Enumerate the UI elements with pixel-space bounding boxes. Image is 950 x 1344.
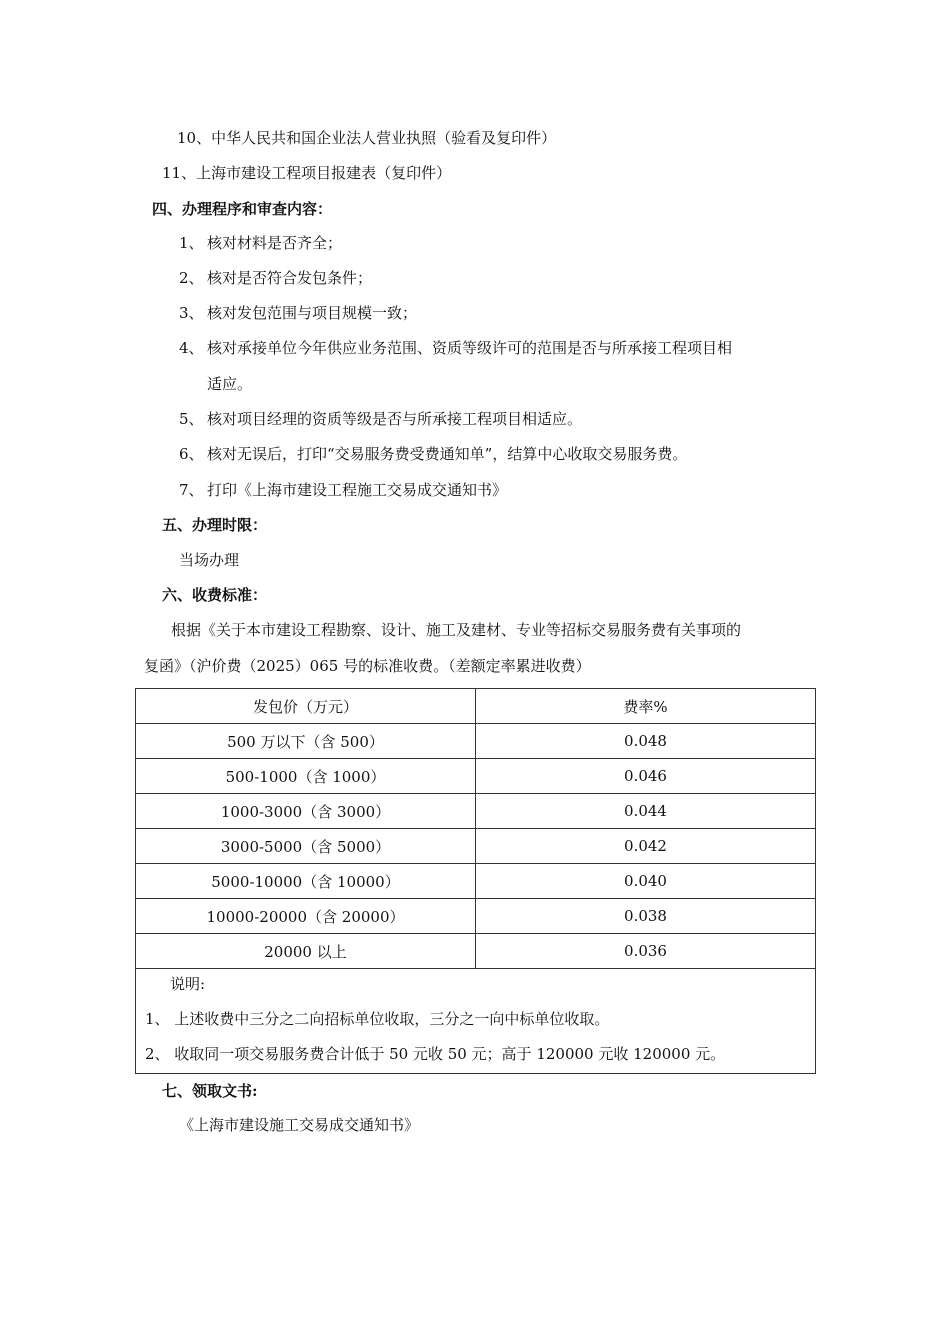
fee-basis-paragraph-line-2: 复函》（沪价费（2025）065 号的标准收费。（差额定率累进收费） [144, 657, 591, 675]
table-row [136, 794, 816, 829]
table-row [136, 934, 816, 969]
procedure-step-continuation: 适应。 [207, 375, 253, 393]
table-row [136, 724, 816, 759]
step-number: 4、 [179, 339, 204, 357]
rate-cell: 0.036 [476, 934, 816, 969]
price-range-cell: 500-1000（含 1000） [136, 759, 476, 794]
rate-cell: 0.046 [476, 759, 816, 794]
step-number: 5、 [179, 410, 204, 428]
fee-rate-table [135, 688, 816, 1074]
note-item: 1、 上述收费中三分之二向招标单位收取，三分之一向中标单位收取。 [145, 1010, 610, 1028]
table-row [136, 829, 816, 864]
step-number: 3、 [179, 304, 204, 322]
procedure-step [179, 480, 507, 500]
section-5-heading: 五、办理时限： [162, 516, 268, 534]
price-range-cell: 10000-20000（含 20000） [136, 899, 476, 934]
table-notes-row [136, 969, 816, 1074]
table-row [136, 864, 816, 899]
step-text: 核对发包范围与项目规模一致； [207, 304, 418, 322]
rate-cell: 0.038 [476, 899, 816, 934]
step-text: 核对项目经理的资质等级是否与所承接工程项目相适应。 [207, 410, 583, 428]
procedure-step [179, 338, 732, 358]
section-4-heading: 四、办理程序和审查内容： [152, 200, 333, 218]
price-range-cell: 20000 以上 [136, 934, 476, 969]
price-range-cell: 1000-3000（含 3000） [136, 794, 476, 829]
step-text: 核对承接单位今年供应业务范围、资质等级许可的范围是否与所承接工程项目相 [207, 339, 733, 357]
table-notes-cell [136, 969, 816, 1074]
step-text: 核对材料是否齐全； [207, 234, 343, 252]
header-contract-price: 发包价（万元） [136, 689, 476, 724]
procedure-step [179, 444, 687, 464]
step-number: 7、 [179, 481, 204, 499]
step-text: 核对是否符合发包条件； [207, 269, 373, 287]
price-range-cell: 3000-5000（含 5000） [136, 829, 476, 864]
procedure-step [179, 233, 342, 253]
notes-title: 说明: [170, 975, 206, 993]
document-to-collect: 《上海市建设施工交易成交通知书》 [179, 1116, 420, 1134]
section-6-heading: 六、收费标准： [162, 586, 268, 604]
step-text: 打印《上海市建设工程施工交易成交通知书》 [207, 481, 508, 499]
section-7-heading: 七、领取文书: [162, 1082, 258, 1100]
rate-cell: 0.042 [476, 829, 816, 864]
step-number: 6、 [179, 445, 204, 463]
procedure-step [179, 268, 372, 288]
price-range-cell: 5000-10000（含 10000） [136, 864, 476, 899]
rate-cell: 0.048 [476, 724, 816, 759]
rate-cell: 0.044 [476, 794, 816, 829]
table-row [136, 899, 816, 934]
rate-cell: 0.040 [476, 864, 816, 899]
table-header-row [136, 689, 816, 724]
note-item: 2、 收取同一项交易服务费合计低于 50 元收 50 元；高于 120000 元收 120000 元。 [145, 1045, 726, 1063]
header-rate: 费率% [476, 689, 816, 724]
processing-time-text: 当场办理 [179, 551, 240, 569]
material-item-10: 10、中华人民共和国企业法人营业执照（验看及复印件） [177, 129, 557, 147]
step-text: 核对无误后，打印“交易服务费受费通知单”，结算中心收取交易服务费。 [207, 445, 688, 463]
procedure-step [179, 409, 582, 429]
procedure-step [179, 303, 417, 323]
step-number: 1、 [179, 234, 204, 252]
step-number: 2、 [179, 269, 204, 287]
table-row [136, 759, 816, 794]
fee-basis-paragraph-line-1: 根据《关于本市建设工程勘察、设计、施工及建材、专业等招标交易服务费有关事项的 [171, 621, 742, 639]
material-item-11: 11、上海市建设工程项目报建表（复印件） [162, 164, 452, 182]
price-range-cell: 500 万以下（含 500） [136, 724, 476, 759]
